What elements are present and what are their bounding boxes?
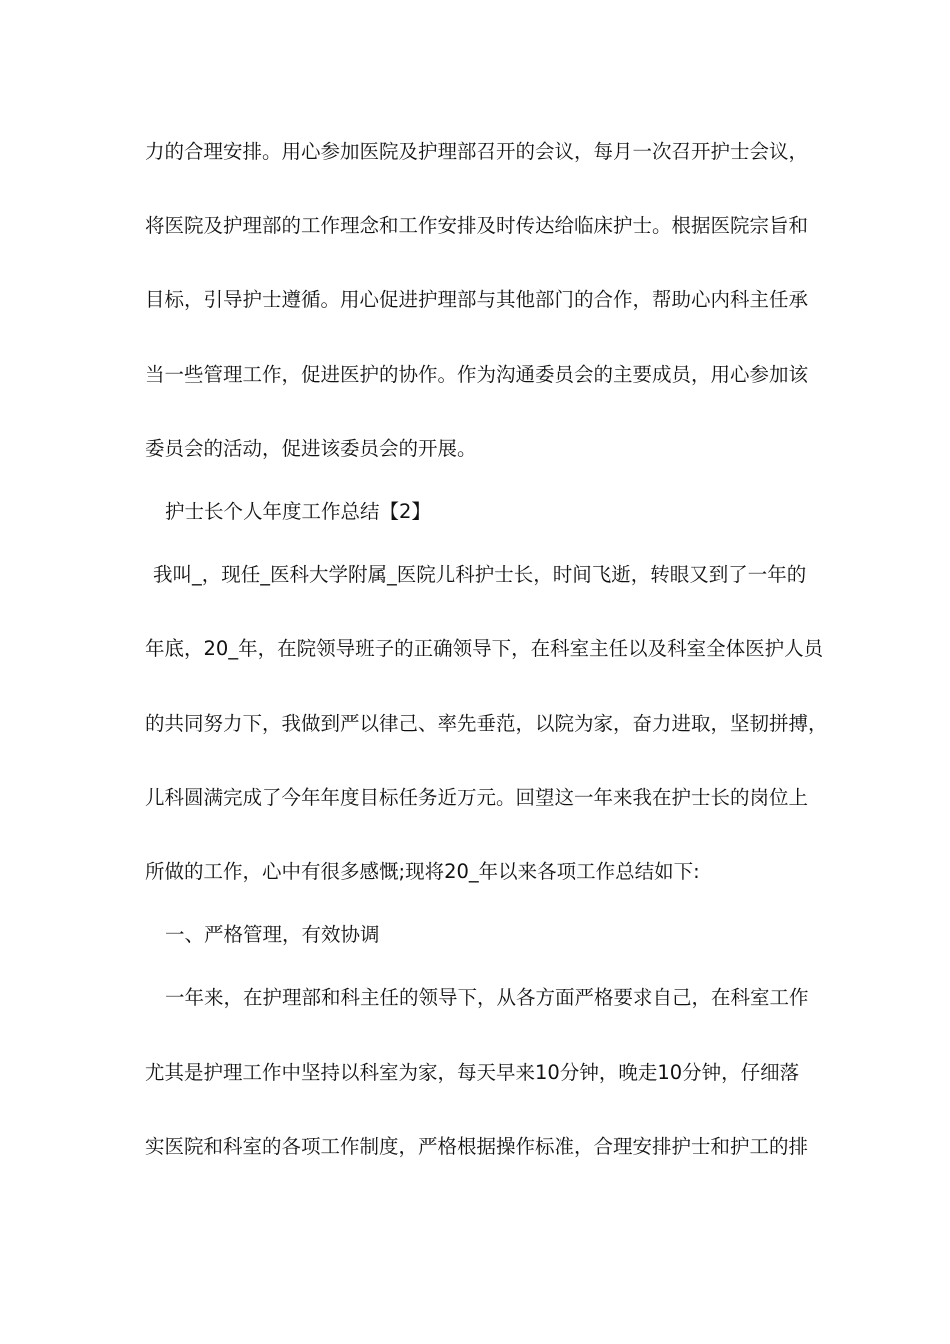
paragraph-line: 将医院及护理部的工作理念和工作安排及时传达给临床护士。根据医院宗旨和	[145, 214, 809, 237]
paragraph-line: 当一些管理工作，促进医护的协作。作为沟通委员会的主要成员，用心参加该	[145, 363, 809, 386]
paragraph-line: 所做的工作，心中有很多感慨;现将20_年以来各项工作总结如下:	[145, 860, 700, 883]
paragraph-line: 力的合理安排。用心参加医院及护理部召开的会议，每月一次召开护士会议，	[145, 140, 809, 163]
paragraph-line: 一年来，在护理部和科主任的领导下，从各方面严格要求自己，在科室工作	[165, 986, 809, 1009]
paragraph-line: 我叫_，现任_医科大学附属_医院儿科护士长，时间飞逝，转眼又到了一年的	[153, 563, 807, 586]
paragraph-line: 目标，引导护士遵循。用心促进护理部与其他部门的合作，帮助心内科主任承	[145, 288, 809, 311]
subsection-heading: 一、严格管理，有效协调	[165, 923, 380, 946]
paragraph-line: 委员会的活动，促进该委员会的开展。	[145, 437, 477, 460]
paragraph-line: 的共同努力下，我做到严以律己、率先垂范，以院为家，奋力进取，坚韧拼搏，	[145, 712, 828, 735]
paragraph-line: 尤其是护理工作中坚持以科室为家，每天早来10分钟，晚走10分钟，仔细落	[145, 1061, 800, 1084]
paragraph-line: 儿科圆满完成了今年年度目标任务近万元。回望这一年来我在护士长的岗位上	[145, 786, 809, 809]
section-heading: 护士长个人年度工作总结【2】	[165, 500, 431, 523]
paragraph-line: 实医院和科室的各项工作制度，严格根据操作标准，合理安排护士和护工的排	[145, 1135, 809, 1158]
paragraph-line: 年底，20_年，在院领导班子的正确领导下，在科室主任以及科室全体医护人员	[145, 637, 824, 660]
